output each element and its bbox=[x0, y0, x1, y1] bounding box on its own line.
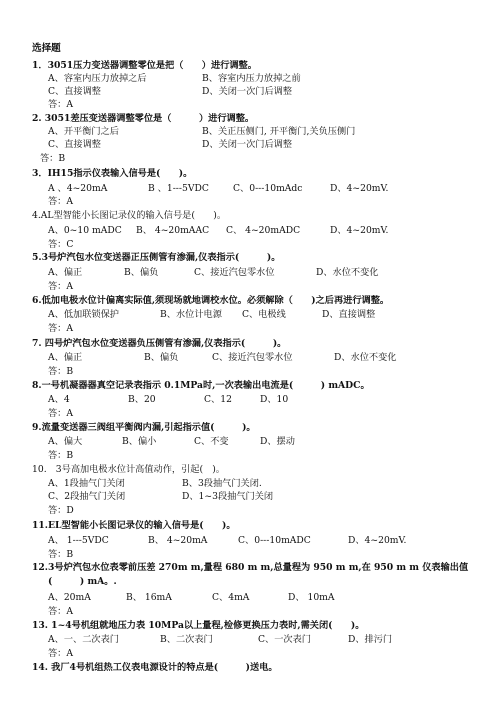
answer: 答：B bbox=[40, 153, 66, 164]
option: A、0~10 mADC bbox=[48, 225, 122, 236]
option: B、偏负 bbox=[124, 267, 159, 278]
question-stem: 2. 3051差压变送器调整零位是（ ）进行调整。 bbox=[32, 113, 255, 124]
option: A、偏正 bbox=[48, 267, 83, 278]
answer: 答：A bbox=[48, 648, 74, 659]
answer: 答：A bbox=[48, 281, 74, 292]
answer: 答：B bbox=[48, 366, 74, 377]
answer: 答：A bbox=[48, 606, 74, 617]
option: D、关闭一次门后调整 bbox=[202, 139, 293, 150]
answer: 答：A bbox=[48, 408, 74, 419]
option: A、偏大 bbox=[48, 436, 83, 447]
option: A、开平衡门之后 bbox=[48, 126, 119, 137]
option: D、摆动 bbox=[260, 436, 295, 447]
answer: 答：C bbox=[48, 239, 74, 250]
option: D、关闭一次门后调整 bbox=[202, 86, 293, 97]
option: A、 1---5VDC bbox=[48, 535, 109, 546]
option: B、容室内压力放掉之前 bbox=[202, 73, 301, 84]
option: B、关正压侧门, 开平衡门,关负压侧门 bbox=[202, 126, 356, 137]
option: A、容室内压力放掉之后 bbox=[48, 73, 147, 84]
question-stem: 9.流量变送器三阀组平衡阀内漏,引起指示值( )。 bbox=[32, 422, 256, 433]
option: C、接近汽包零水位 bbox=[194, 267, 275, 278]
question-stem: 12.3号炉汽包水位表零前压差 270m m,量程 680 m m,总量程为 950 m m,在 950 m m 仪表输出值 bbox=[32, 562, 469, 573]
option: B、 4~20mA bbox=[148, 535, 208, 546]
option: C、直接调整 bbox=[48, 86, 101, 97]
option: D、4~20mV. bbox=[348, 535, 407, 546]
section-title: 选择题 bbox=[32, 43, 61, 54]
option: C、直接调整 bbox=[48, 139, 101, 150]
answer: 答：B bbox=[48, 549, 74, 560]
option: B 、1---5VDC bbox=[148, 183, 209, 194]
question-stem: 10. 3号高加电极水位计高值动作，引起( )。 bbox=[32, 464, 225, 475]
option: A、20mA bbox=[48, 592, 91, 603]
option: D、排污门 bbox=[348, 634, 393, 645]
option: C、接近汽包零水位 bbox=[212, 352, 293, 363]
question-stem: 13. 1~4号机组就地压力表 10MPa以上量程,检修更换压力表时,需关闭( )。 bbox=[32, 620, 365, 631]
question-stem: 5.3号炉汽包水位变送器正压侧管有渗漏,仪表指示( )。 bbox=[32, 252, 281, 263]
option: A、低加联锁保护 bbox=[48, 309, 119, 320]
option: B、偏小 bbox=[122, 436, 157, 447]
question-stem: 7. 四号炉汽包水位变送器负压侧管有渗漏,仪表指示( )。 bbox=[32, 338, 287, 349]
option: B、偏负 bbox=[144, 352, 179, 363]
option: B、 4~20mAAC bbox=[136, 225, 210, 236]
option: B、二次表门 bbox=[160, 634, 213, 645]
option: D、4~20mV. bbox=[330, 183, 389, 194]
option: B、 16mA bbox=[126, 592, 172, 603]
option: D、1~3段抽气门关闭 bbox=[182, 491, 274, 502]
question-stem-continued: ( ) mA。. bbox=[48, 576, 117, 587]
option: C、不变 bbox=[194, 436, 229, 447]
option: C、电极线 bbox=[242, 309, 286, 320]
option: A、一、二次表门 bbox=[48, 634, 119, 645]
option: B、3段抽气门关闭. bbox=[182, 478, 262, 489]
answer: 答：A bbox=[48, 323, 74, 334]
question-stem: 3．IH15指示仪表输入信号是( )。 bbox=[32, 168, 193, 179]
option: C、2段抽气门关闭 bbox=[48, 491, 126, 502]
option: B、20 bbox=[128, 394, 156, 405]
option: D、水位不变化 bbox=[334, 352, 397, 363]
option: D、 10mA bbox=[288, 592, 335, 603]
question-stem: 14. 我厂4号机组热工仪表电源设计的特点是( )送电。 bbox=[32, 662, 278, 673]
question-stem: 6.低加电极水位计偏离实际值,须现场就地调校水位。必须解除（ )之后再进行调整。 bbox=[32, 295, 390, 306]
option: C、一次表门 bbox=[258, 634, 311, 645]
option: D、10 bbox=[260, 394, 289, 405]
answer: 答：D bbox=[48, 505, 74, 516]
option: B、水位计电源 bbox=[160, 309, 222, 320]
option: A、偏正 bbox=[48, 352, 83, 363]
option: A、1段抽气门关闭 bbox=[48, 478, 125, 489]
option: D、直接调整 bbox=[322, 309, 376, 320]
option: C、0---10mADC bbox=[238, 535, 311, 546]
option: C、12 bbox=[204, 394, 232, 405]
answer: 答：A bbox=[48, 99, 74, 110]
answer: 答：B bbox=[48, 450, 74, 461]
option: D、4~20mV. bbox=[330, 225, 389, 236]
option: C、0---10mAdc bbox=[233, 183, 303, 194]
answer: 答：A bbox=[48, 196, 74, 207]
option: C、 4~20mADC bbox=[226, 225, 301, 236]
question-stem: 8.一号机凝器器真空记录表指示 0.1MPa时,一次表输出电流是( ) mADC。 bbox=[32, 380, 370, 391]
option: A 、4~20mA bbox=[48, 183, 108, 194]
option: C、4mA bbox=[212, 592, 250, 603]
question-stem: 11.EL型智能小长图记录仪的输入信号是( )。 bbox=[32, 520, 236, 531]
question-stem: 4.AL型智能小长图记录仪的输入信号是( )。 bbox=[32, 210, 227, 221]
option: A、4 bbox=[48, 394, 70, 405]
option: D、水位不变化 bbox=[316, 267, 379, 278]
question-stem: 1．3051压力变送器调整零位是把（ ）进行调整。 bbox=[32, 60, 257, 71]
